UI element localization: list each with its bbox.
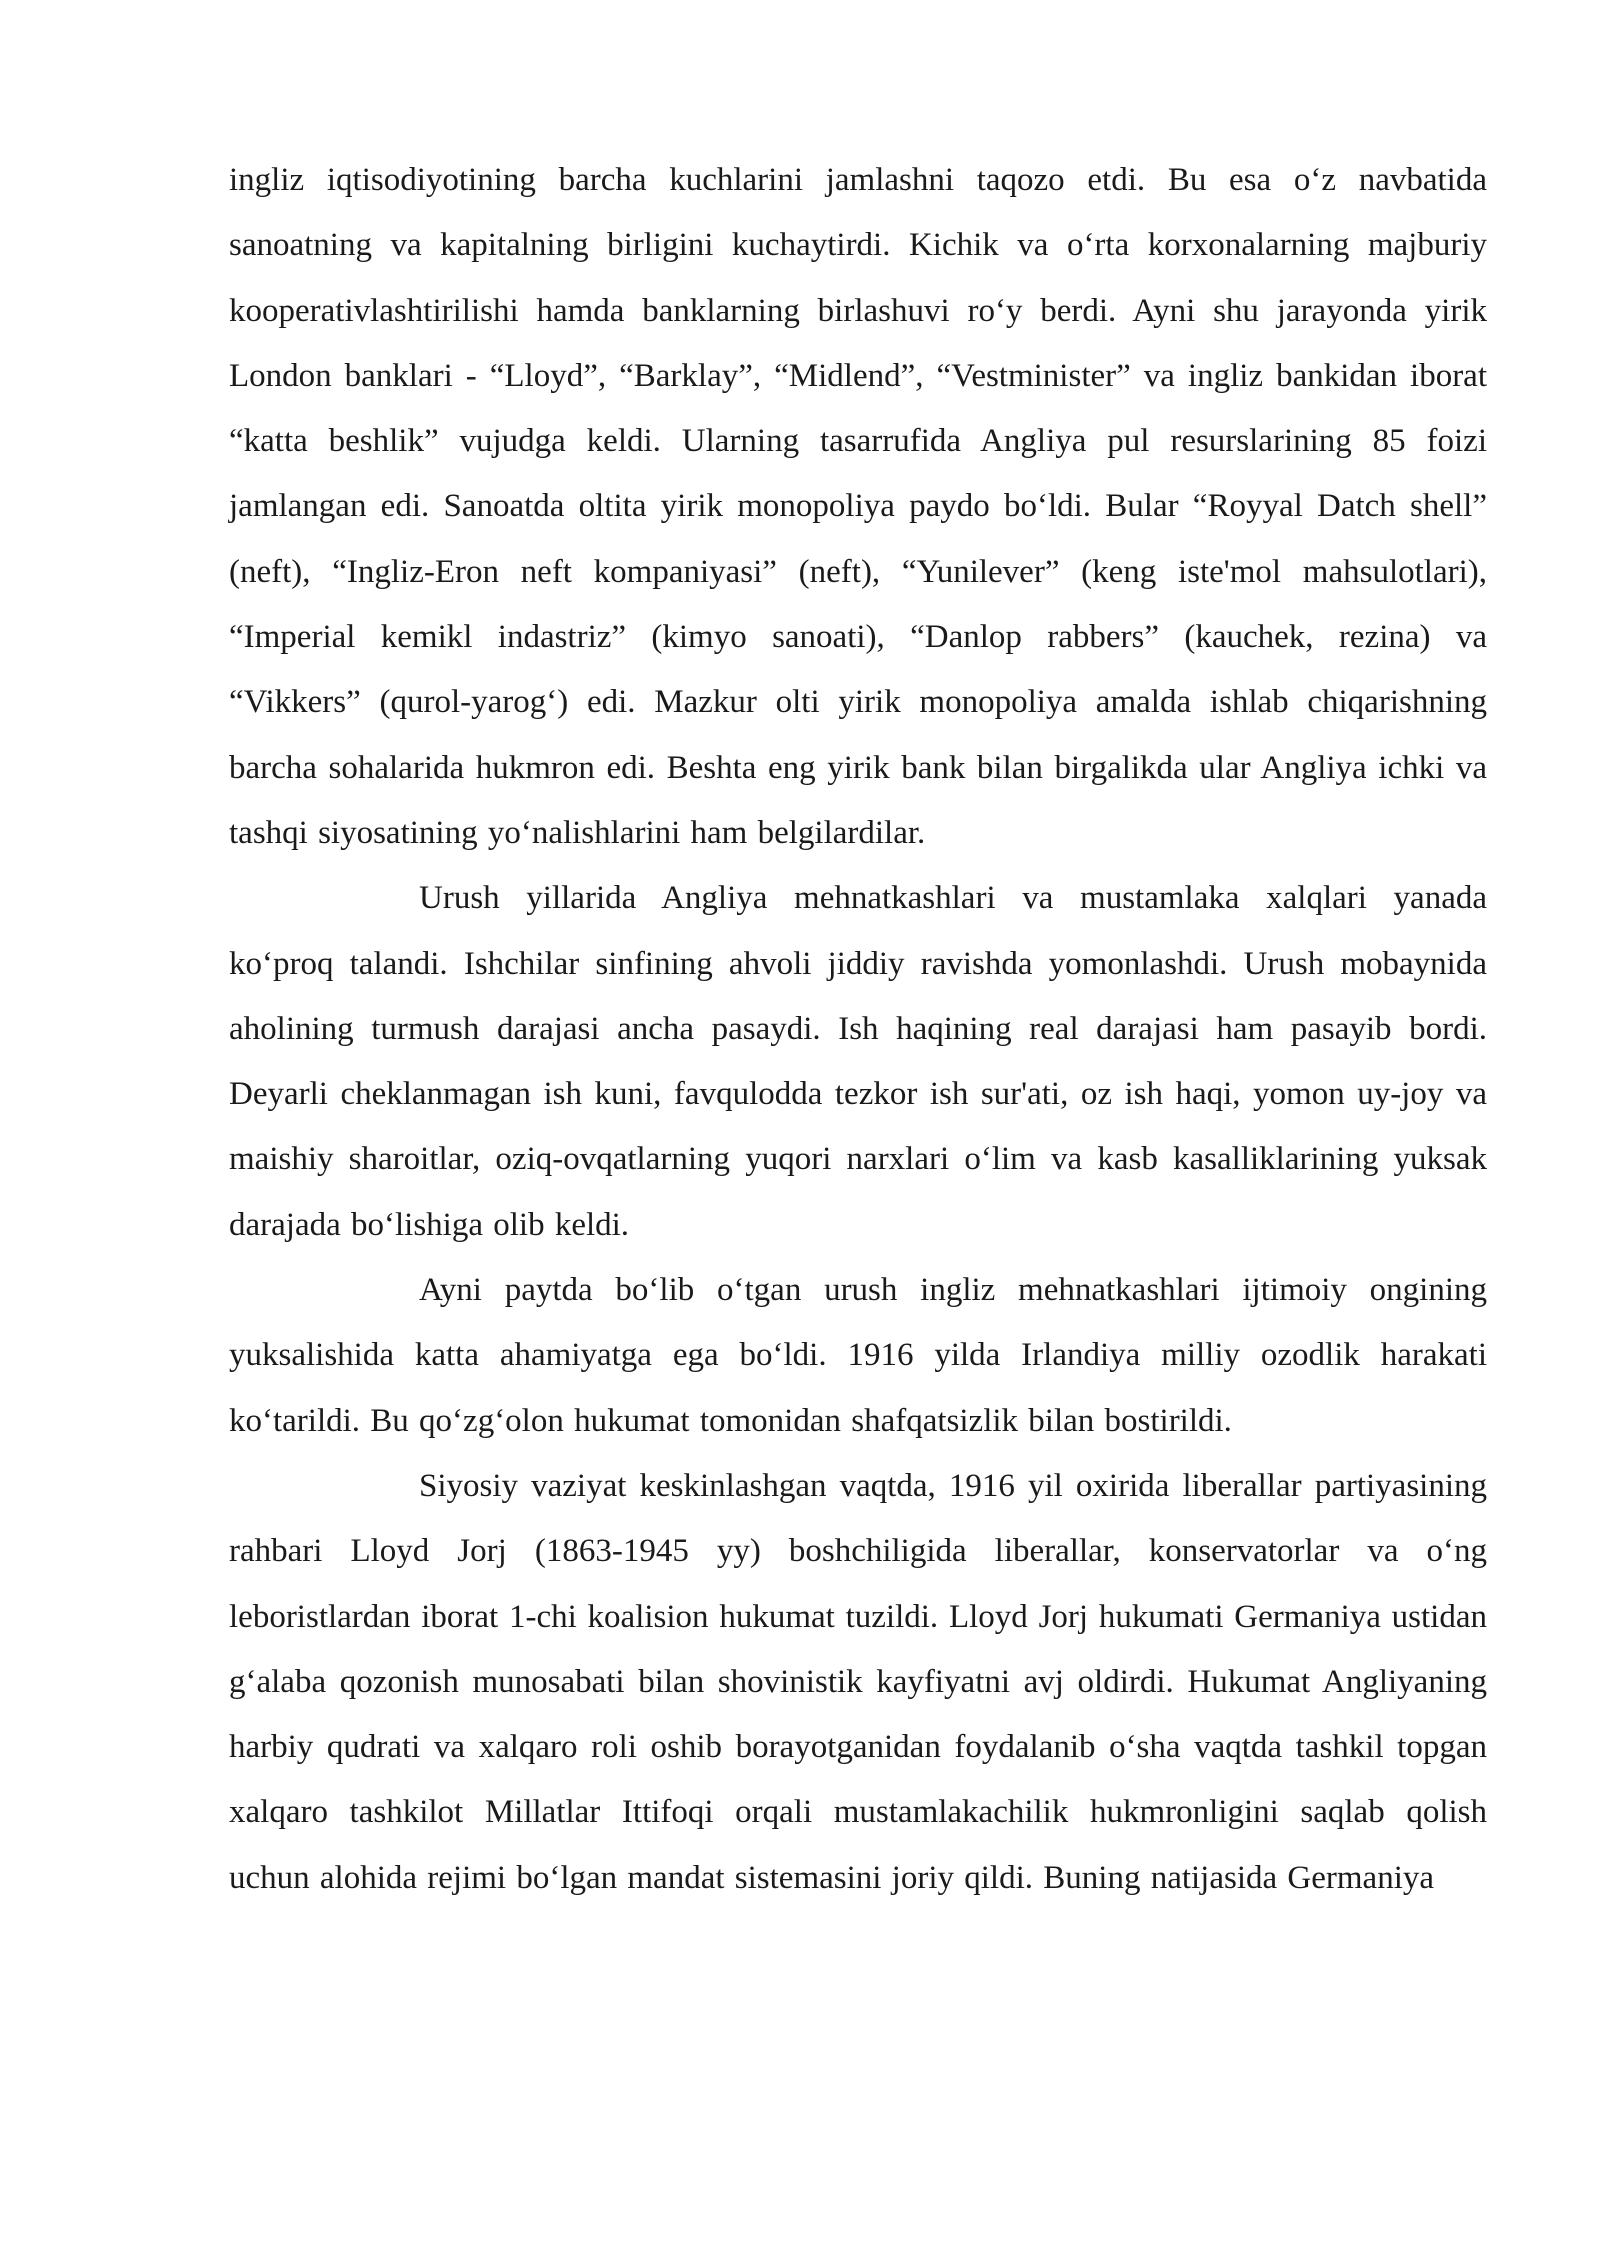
paragraph-war-years: Urush yillarida Angliya mehnatkashlari va mustamlaka xalqlari yanada ko‘proq talandi. Ishchilar sinfining ahvoli jiddiy ravishda yomonlashdi. Urush mobaynida aholining turmush darajasi ancha pasaydi. Ish haqining real darajasi ham pasayib bordi. Deyarli cheklanmagan ish kuni, favqulodda tezkor ish sur'ati, oz ish haqi, yomon uy-joy va maishiy sharoitlar, oziq-ovqatlarning yuqori narxlari o‘lim va kasb kasalliklarining yuksak darajada bo‘lishiga olib keldi.	[229, 880, 1487, 1243]
paragraph-social-consciousness: Ayni paytda bo‘lib o‘tgan urush ingliz mehnatkashlari ijtimoiy ongining yuksalishida katta ahamiyatga ega bo‘ldi. 1916 yilda Irlandiya milliy ozodlik harakati ko‘tarildi. Bu qo‘zg‘olon hukumat tomonidan shafqatsizlik bilan bostirildi.	[229, 1272, 1487, 1439]
paragraph-monopolies: ingliz iqtisodiyotining barcha kuchlarini jamlashni taqozo etdi. Bu esa o‘z navbatida sanoatning va kapitalning birligini kuchaytirdi. Kichik va o‘rta korxonalarning majburiy kooperativlashtirilishi hamda banklarning birlashuvi ro‘y berdi. Ayni shu jarayonda yirik London banklari - “Lloyd”, “Barklay”, “Midlend”, “Vestminister” va ingliz bankidan iborat “katta beshlik” vujudga keldi. Ularning tasarrufida Angliya pul resurslarining 85 foizi jamlangan edi. Sanoatda oltita yirik monopoliya paydo bo‘ldi. Bular “Royyal Datch shell” (neft), “Ingliz-Eron neft kompaniyasi” (neft), “Yunilever” (keng iste'mol mahsulotlari), “Imperial kemikl indastriz” (kimyo sanoati), “Danlop rabbers” (kauchek, rezina) va “Vikkers” (qurol-yarog‘) edi. Mazkur olti yirik monopoliya amalda ishlab chiqarishning barcha sohalarida hukmron edi. Beshta eng yirik bank bilan birgalikda ular Angliya ichki va tashqi siyosatining yo‘nalishlarini ham belgilardilar.	[229, 162, 1487, 851]
paragraph-political-situation: Siyosiy vaziyat keskinlashgan vaqtda, 1916 yil oxirida liberallar partiyasining rahbari Lloyd Jorj (1863-1945 yy) boshchiligida liberallar, konservatorlar va o‘ng leboristlardan iborat 1-chi koalision hukumat tuzildi. Lloyd Jorj hukumati Germaniya ustidan g‘alaba qozonish munosabati bilan shovinistik kayfiyatni avj oldirdi. Hukumat Angliyaning harbiy qudrati va xalqaro roli oshib borayotganidan foydalanib o‘sha vaqtda tashkil topgan xalqaro tashkilot Millatlar Ittifoqi orqali mustamlakachilik hukmronligini saqlab qolish uchun alohida rejimi bo‘lgan mandat sistemasini joriy qildi. Buning natijasida Germaniya	[229, 1467, 1487, 1896]
document-body	[229, 148, 1487, 1911]
